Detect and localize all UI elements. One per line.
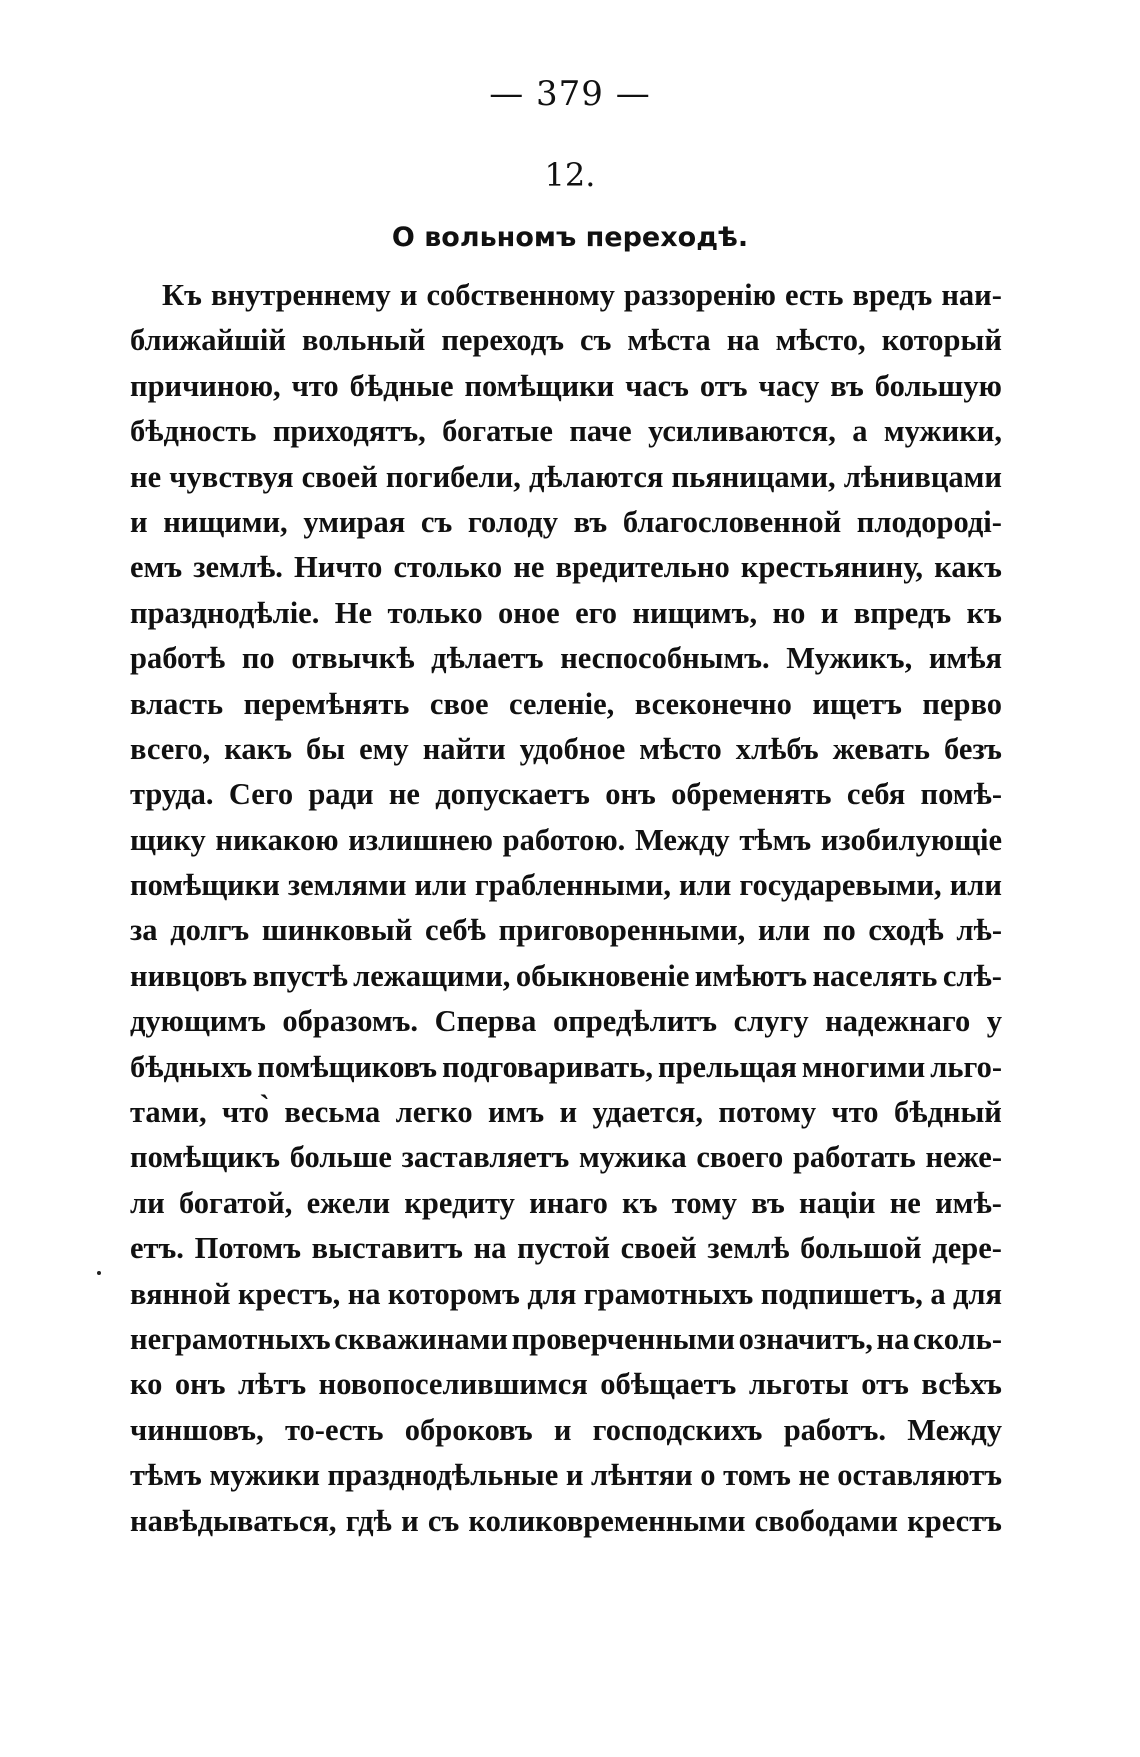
word: заставляетъ: [401, 1140, 570, 1175]
word: больше: [289, 1140, 392, 1175]
word: Мужикъ,: [786, 641, 913, 676]
word: имѣя: [928, 641, 1002, 676]
word: по: [822, 913, 856, 948]
word: навѣдываться,: [130, 1503, 337, 1538]
word: или: [679, 868, 732, 903]
word: оставляютъ: [837, 1458, 1002, 1493]
word: празднодѣлiе.: [130, 595, 320, 630]
word: богатые: [442, 414, 553, 449]
word: усиливаются,: [648, 414, 836, 449]
word: или: [949, 868, 1002, 903]
word: не: [513, 550, 545, 585]
word: льго-: [930, 1049, 1002, 1084]
word: не: [130, 459, 162, 494]
word: свое: [429, 686, 489, 721]
word: населять: [812, 958, 938, 993]
word: подговаривать,: [442, 1049, 653, 1084]
word: слѣ-: [942, 958, 1002, 993]
word: отвычкѣ: [291, 641, 415, 676]
text-line: [130, 460, 1002, 505]
word: или: [757, 913, 811, 948]
word: етъ.: [130, 1231, 184, 1266]
word: помѣщики: [464, 368, 615, 403]
word: сходѣ: [868, 913, 944, 948]
word: лѣ-: [956, 913, 1002, 948]
word: плодородi-: [856, 504, 1002, 539]
word: Между: [907, 1412, 1002, 1447]
word: нацiи: [799, 1185, 876, 1220]
word: грамотныхъ: [583, 1276, 754, 1311]
text-line: [130, 641, 1002, 686]
word: помѣщикъ: [130, 1140, 280, 1175]
word: нищими,: [163, 504, 288, 539]
word: сколь-: [913, 1321, 1002, 1356]
word: перемѣнять: [243, 686, 410, 721]
word: работъ.: [783, 1412, 887, 1447]
word: оброковъ: [404, 1412, 533, 1447]
word: землями: [287, 868, 407, 903]
word: ежели: [306, 1185, 391, 1220]
word: работою.: [502, 822, 626, 857]
word: неспособнымъ.: [560, 641, 770, 676]
word: тѣмъ: [739, 822, 812, 857]
word: Между: [634, 822, 730, 857]
word: удается,: [592, 1095, 704, 1130]
word: и: [399, 278, 418, 312]
word: надежнаго: [825, 1004, 971, 1039]
word: и: [559, 1095, 578, 1130]
word: долгъ: [170, 913, 250, 948]
text-line: [130, 1458, 1002, 1503]
word: лѣнтяи: [591, 1458, 693, 1493]
word: Къ: [162, 278, 202, 312]
print-speck: [97, 1271, 101, 1275]
word: пустой: [517, 1231, 610, 1266]
word: легко: [395, 1095, 473, 1130]
word: благословенной: [622, 504, 842, 539]
word: и: [553, 1412, 572, 1447]
word: потому: [718, 1095, 817, 1130]
text-line: [130, 687, 1002, 732]
word: часу: [758, 368, 820, 403]
word: который: [881, 323, 1002, 358]
word: впустѣ: [252, 958, 348, 993]
word: что: [291, 368, 339, 403]
word: чиншовъ,: [130, 1412, 264, 1447]
word: допускаетъ: [435, 777, 590, 812]
word: вредъ: [852, 278, 933, 312]
word: удобное: [519, 731, 626, 766]
word: умирая: [303, 504, 406, 539]
word: помѣщики: [130, 868, 280, 903]
word: мѣсто,: [775, 323, 866, 358]
word: грабленными,: [474, 868, 671, 903]
word: бѣдный: [893, 1095, 1002, 1130]
text-line: [130, 278, 1002, 323]
word: шинковый: [261, 913, 413, 948]
word: тѣмъ: [130, 1458, 202, 1493]
word: или: [414, 868, 467, 903]
word: хлѣбъ: [735, 731, 819, 766]
word: работать: [792, 1140, 916, 1175]
text-line: [130, 823, 1002, 868]
word: многими: [801, 1049, 926, 1084]
word: не: [889, 1185, 921, 1220]
word: перво: [922, 686, 1002, 721]
word: его: [575, 595, 617, 630]
word: лѣнивцами: [843, 459, 1002, 494]
word: весьма: [284, 1095, 381, 1130]
word: Сперва: [434, 1004, 537, 1039]
word: имъ: [487, 1095, 545, 1130]
section-number: 12.: [544, 156, 596, 194]
word: оное: [498, 595, 560, 630]
text-line: [130, 1231, 1002, 1276]
word: и: [820, 595, 839, 630]
text-line: [130, 868, 1002, 913]
word: въ: [573, 504, 608, 539]
word: о: [700, 1458, 716, 1493]
word: опредѣлитъ: [552, 1004, 718, 1039]
word: съ: [427, 1503, 460, 1538]
word: онъ: [605, 777, 656, 812]
word: нивцовъ: [130, 958, 248, 993]
text-line: [130, 323, 1002, 368]
word: инаго: [529, 1185, 608, 1220]
word: тому: [671, 1185, 738, 1220]
word: всего,: [130, 731, 211, 766]
word: въ: [751, 1185, 785, 1220]
text-line: [130, 1277, 1002, 1322]
word: дующимъ: [130, 1004, 266, 1039]
word: мужика: [578, 1140, 687, 1175]
word: работѣ: [130, 641, 226, 676]
text-line: [130, 1413, 1002, 1458]
word: что: [831, 1095, 879, 1130]
word: лежащими,: [353, 958, 511, 993]
word: у: [986, 1004, 1002, 1039]
word: и: [565, 1458, 584, 1493]
word: крестъ,: [237, 1276, 341, 1311]
word: есть: [784, 278, 844, 312]
word: то-есть: [284, 1412, 384, 1447]
word: землѣ: [707, 1231, 790, 1266]
word: кредиту: [404, 1185, 515, 1220]
word: мѣста: [627, 323, 711, 358]
word: лѣтъ: [237, 1367, 307, 1402]
word: образомъ.: [282, 1004, 419, 1039]
word: на: [876, 1321, 910, 1356]
word: какъ: [934, 550, 1002, 585]
word: дѣлаются: [528, 459, 664, 494]
word: труда.: [130, 777, 214, 812]
word: неграмотныхъ: [130, 1321, 331, 1356]
text-line: [130, 550, 1002, 595]
word: переходъ: [441, 323, 564, 358]
text-line: [130, 913, 1002, 958]
word: Потомъ: [194, 1231, 301, 1266]
word: вянной: [130, 1276, 231, 1311]
word: мужики,: [883, 414, 1002, 449]
word: всѣхъ: [921, 1367, 1002, 1402]
word: голоду: [467, 504, 559, 539]
word: всеконечно: [634, 686, 792, 721]
word: помѣ-: [920, 777, 1002, 812]
word: подпишетъ,: [760, 1276, 923, 1311]
word: слугу: [733, 1004, 809, 1039]
text-line: [130, 1504, 1002, 1549]
word: что̀: [221, 1095, 269, 1130]
word: свободами: [754, 1503, 898, 1538]
text-line: [130, 732, 1002, 777]
word: чувствуя: [169, 459, 294, 494]
word: ищетъ: [812, 686, 902, 721]
word: обременять: [671, 777, 832, 812]
word: нищимъ,: [632, 595, 758, 630]
word: въ: [830, 368, 864, 403]
word: которомъ: [387, 1276, 520, 1311]
word: господскихъ: [592, 1412, 763, 1447]
word: для: [952, 1276, 1002, 1311]
word: внутреннему: [210, 278, 391, 312]
word: государевыми,: [739, 868, 942, 903]
word: ли: [130, 1185, 165, 1220]
text-line: [130, 959, 1002, 1004]
text-line: [130, 1367, 1002, 1412]
word: обыкновенiе: [515, 958, 690, 993]
word: власть: [130, 686, 224, 721]
word: Ничто: [294, 550, 383, 585]
word: щику: [130, 822, 206, 857]
text-line: [130, 596, 1002, 641]
word: не: [798, 1458, 830, 1493]
word: селенiе,: [508, 686, 615, 721]
word: паче: [569, 414, 632, 449]
word: а: [852, 414, 868, 449]
word: бѣдные: [349, 368, 454, 403]
text-line: [130, 414, 1002, 459]
word: выставитъ: [311, 1231, 463, 1266]
word: крестъ: [907, 1503, 1002, 1538]
word: а: [930, 1276, 946, 1311]
word: льготы: [748, 1367, 849, 1402]
word: землѣ.: [193, 550, 283, 585]
word: ближайшiй: [130, 323, 286, 358]
word: съ: [420, 504, 453, 539]
word: собственному: [426, 278, 615, 312]
word: наи-: [941, 278, 1002, 312]
word: бѣдность: [130, 414, 257, 449]
word: тами,: [130, 1095, 207, 1130]
word: вредительно: [555, 550, 730, 585]
word: обѣщаетъ: [600, 1367, 737, 1402]
word: своей: [620, 1231, 697, 1266]
word: жевать: [832, 731, 931, 766]
word: для: [527, 1276, 577, 1311]
word: отъ: [699, 368, 748, 403]
page-number-header: — 379 —: [489, 74, 651, 114]
word: большой: [800, 1231, 922, 1266]
word: неже-: [925, 1140, 1002, 1175]
word: никакою: [215, 822, 339, 857]
word: приговоренными,: [498, 913, 746, 948]
text-line: [130, 1140, 1002, 1185]
word: себѣ: [424, 913, 486, 948]
word: на: [726, 323, 760, 358]
word: имѣ-: [935, 1185, 1002, 1220]
word: излишнею: [348, 822, 493, 857]
word: на: [347, 1276, 381, 1311]
word: не: [388, 777, 420, 812]
word: къ: [622, 1185, 658, 1220]
word: имѣютъ: [694, 958, 808, 993]
word: ко: [130, 1367, 163, 1402]
word: отъ: [861, 1367, 909, 1402]
word: проверченными: [511, 1321, 735, 1356]
word: впредъ: [853, 595, 952, 630]
word: своего: [696, 1140, 784, 1175]
word: изобилующiе: [820, 822, 1002, 857]
word: приходятъ,: [272, 414, 426, 449]
word: столько: [393, 550, 503, 585]
word: Сего: [228, 777, 294, 812]
word: мужики: [209, 1458, 320, 1493]
word: но: [772, 595, 806, 630]
word: Не: [334, 595, 373, 630]
word: коликовременными: [468, 1503, 746, 1538]
word: причиною,: [130, 368, 281, 403]
word: за: [130, 913, 158, 948]
word: дѣлаетъ: [431, 641, 544, 676]
word: томъ: [723, 1458, 791, 1493]
word: раззоренiю: [623, 278, 776, 312]
text-line: [130, 1004, 1002, 1049]
word: бѣдныхъ: [130, 1049, 253, 1084]
word: прельщая: [658, 1049, 797, 1084]
word: крестьянину,: [740, 550, 924, 585]
word: гдѣ: [345, 1503, 392, 1538]
text-line: [130, 1186, 1002, 1231]
word: помѣщиковъ: [257, 1049, 438, 1084]
word: съ: [580, 323, 612, 358]
word: своей: [301, 459, 378, 494]
word: часъ: [625, 368, 689, 403]
word: большую: [874, 368, 1002, 403]
word: только: [387, 595, 483, 630]
word: ради: [308, 777, 374, 812]
word: къ: [966, 595, 1002, 630]
word: безъ: [944, 731, 1002, 766]
word: погибели,: [385, 459, 521, 494]
word: и: [401, 1503, 419, 1538]
word: себя: [846, 777, 906, 812]
text-line: [130, 369, 1002, 414]
text-line: [130, 1050, 1002, 1095]
word: богатой,: [178, 1185, 293, 1220]
word: онъ: [174, 1367, 226, 1402]
section-title: О вольномъ переходѣ.: [391, 222, 749, 253]
text-line: [130, 777, 1002, 822]
text-line: [130, 1095, 1002, 1140]
word: дере-: [932, 1231, 1002, 1266]
text-line: [130, 505, 1002, 550]
text-line: [130, 1322, 1002, 1367]
word: мѣсто: [639, 731, 722, 766]
word: пьяницами,: [671, 459, 836, 494]
word: и: [130, 504, 148, 539]
body-text: [130, 278, 1002, 1549]
word: какъ: [224, 731, 292, 766]
word: емъ: [130, 550, 183, 585]
word: на: [473, 1231, 507, 1266]
word: бы: [306, 731, 346, 766]
word: по: [241, 641, 275, 676]
word: вольный: [301, 323, 426, 358]
word: означитъ,: [738, 1321, 873, 1356]
word: ему: [359, 731, 409, 766]
word: новопоселившимся: [318, 1367, 588, 1402]
word: празднодѣльные: [327, 1458, 559, 1493]
word: скважинами: [334, 1321, 508, 1356]
word: найти: [422, 731, 506, 766]
